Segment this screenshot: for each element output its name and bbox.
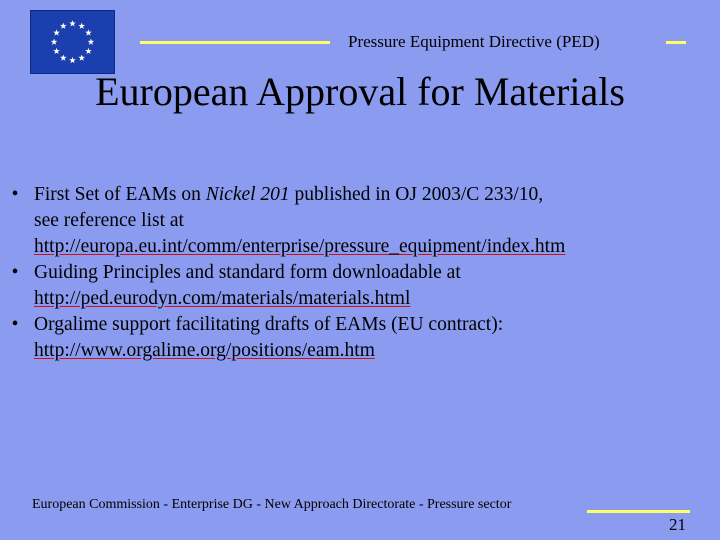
bullet-item-1 [6,182,706,260]
bullet-item-2 [6,260,706,312]
header-title: Pressure Equipment Directive (PED) [348,32,600,51]
flag-star [78,54,85,60]
reference-list-link[interactable]: http://europa.eu.int/comm/enterprise/pressure_equipment/index.htm [34,236,566,257]
flag-star [85,48,92,54]
bullet-item-3 [6,312,706,364]
bullet-text: Guiding Principles and standard form downloadable at [34,262,461,283]
flag-star [60,23,67,29]
footer-rule [587,510,690,513]
header-rule-left [140,41,330,44]
bullet-text: see reference list at [34,210,184,231]
flag-star [69,20,76,26]
eu-flag-icon [30,10,115,74]
orgalime-link[interactable]: http://www.orgalime.org/positions/eam.htm [34,340,375,361]
flag-star [53,48,60,54]
bullet-dot: • [11,314,19,335]
bullet-italic-text: Nickel 201 [205,184,290,205]
bullet-dot: • [11,184,19,205]
flag-star [78,23,85,29]
bullet-list [6,182,706,364]
header-rule-right [666,41,686,44]
bullet-text: First Set of EAMs on [34,184,206,205]
bullet-text: Orgalime support facilitating drafts of EAMs (EU contract): [34,314,504,335]
flag-star [69,57,76,63]
flag-star [51,39,58,45]
footer-text: European Commission - Enterprise DG - New Approach Directorate - Pressure sector [32,497,512,512]
materials-link[interactable]: http://ped.eurodyn.com/materials/materials.html [34,288,411,309]
bullet-text: published in OJ 2003/C 233/10, [289,184,544,205]
flag-star [85,29,92,35]
slide-title: European Approval for Materials [95,69,625,114]
page-number: 21 [669,515,686,534]
flag-star [88,39,95,45]
flag-star [60,54,67,60]
bullet-dot: • [11,262,19,283]
flag-star [53,29,60,35]
